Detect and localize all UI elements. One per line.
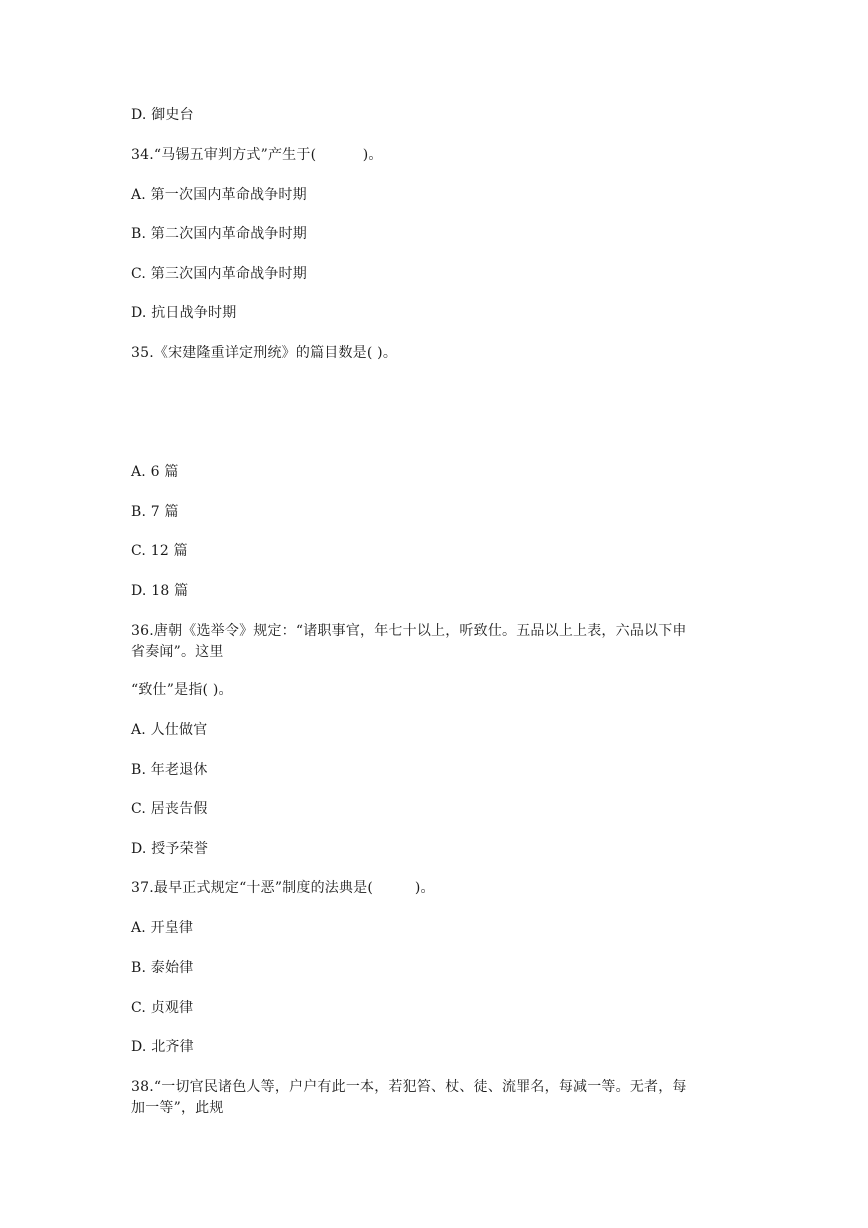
question-35: 35.《宋建隆重详定刑统》的篇目数是( )。: [131, 345, 398, 361]
option-b-q36: B. 年老退休: [131, 762, 208, 778]
option-a-q35: A. 6 篇: [131, 464, 179, 480]
option-c-q36: C. 居丧告假: [131, 801, 208, 817]
option-d-q36: D. 授予荣誉: [131, 841, 209, 857]
option-b-q37: B. 泰始律: [131, 960, 194, 976]
option-a-q37: A. 开皇律: [131, 920, 194, 936]
option-d-q37: D. 北齐律: [131, 1039, 194, 1055]
question-36-line-2: 省奏闻”。这里: [131, 644, 224, 660]
question-38-line-1: 38.“一切官民诸色人等，户户有此一本，若犯笞、杖、徒、流罪名，每减一等。无者，每: [131, 1079, 687, 1095]
question-34: 34.“马锡五审判方式”产生于( )。: [131, 147, 383, 163]
option-c-q34: C. 第三次国内革命战争时期: [131, 266, 307, 282]
question-37: 37.最早正式规定“十恶”制度的法典是( )。: [131, 880, 435, 896]
question-38-line-2: 加一等”，此规: [131, 1100, 224, 1116]
option-c-q37: C. 贞观律: [131, 1000, 194, 1016]
option-a-q34: A. 第一次国内革命战争时期: [131, 187, 307, 203]
option-b-q35: B. 7 篇: [131, 504, 179, 520]
question-36-line-3: “致仕”是指( )。: [131, 682, 233, 698]
question-36-line-1: 36.唐朝《选举令》规定：“诸职事官，年七十以上，听致仕。五品以上上表，六品以下申: [131, 623, 687, 639]
option-d-q33: D. 御史台: [131, 107, 194, 123]
option-d-q35: D. 18 篇: [131, 583, 189, 599]
option-c-q35: C. 12 篇: [131, 543, 188, 559]
option-d-q34: D. 抗日战争时期: [131, 305, 237, 321]
option-a-q36: A. 人仕做官: [131, 722, 208, 738]
option-b-q34: B. 第二次国内革命战争时期: [131, 226, 307, 242]
